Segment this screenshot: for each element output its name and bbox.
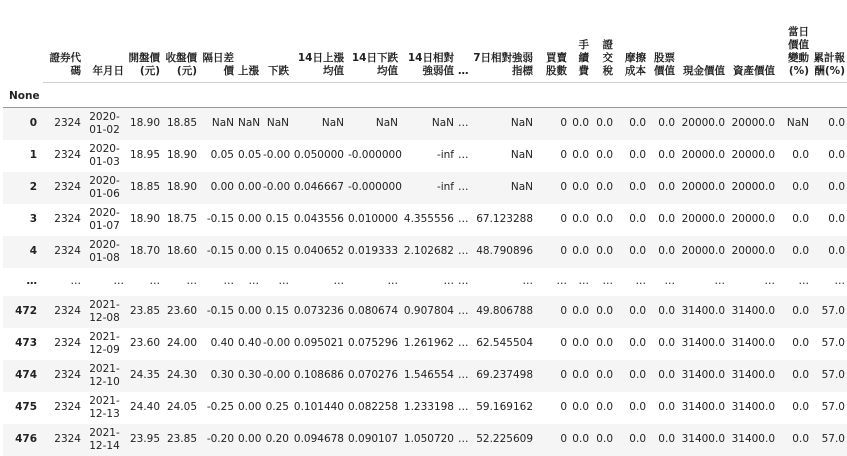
table-cell: 0.0: [572, 337, 589, 349]
table-cell: …: [458, 337, 469, 349]
table-cell: 20000.0: [681, 245, 725, 257]
table-cell: …: [578, 275, 589, 287]
table-cell: 0.0: [658, 337, 675, 349]
table-row: [3, 392, 847, 424]
table-cell: 0.0: [792, 305, 809, 317]
table-cell: 2324: [54, 117, 81, 130]
table-cell: 0.00: [238, 245, 262, 257]
column-header: 資產價值: [727, 0, 777, 83]
table-cell: 18.85: [129, 181, 160, 193]
table-cell: …: [149, 275, 160, 287]
row-index: 1: [29, 149, 37, 161]
table-cell: 0.0: [572, 305, 589, 317]
table-cell: 0.0: [792, 433, 809, 445]
column-header: 累計報酬(%): [811, 0, 847, 83]
table-cell: 0.00: [238, 181, 262, 193]
table-cell: 0: [560, 213, 567, 225]
table-cell: 0.0: [828, 117, 845, 130]
table-cell: 0.0: [828, 149, 845, 161]
table-cell: 0.0: [629, 117, 646, 130]
table-cell: …: [522, 275, 533, 287]
table-cell: 31400.0: [731, 337, 775, 349]
table-cell: 0.0: [629, 149, 646, 161]
table-cell: 69.237498: [476, 369, 533, 381]
table-cell: 0.0: [572, 369, 589, 381]
table-cell: 57.0: [821, 401, 845, 413]
table-cell: NaN: [786, 117, 809, 130]
table-cell: 0.0: [596, 305, 613, 317]
table-cell: 18.75: [166, 213, 197, 225]
table-cell: -0.00: [263, 149, 291, 161]
table-cell: …: [458, 401, 469, 413]
table-cell: 49.806788: [476, 305, 533, 317]
table-cell: 20000.0: [681, 213, 725, 225]
table-cell: 20000.0: [731, 181, 775, 193]
table-cell: 20000.0: [681, 117, 725, 130]
table-cell: 0.0: [596, 117, 613, 130]
table-cell: -0.15: [206, 245, 234, 257]
table-cell: …: [602, 275, 613, 287]
column-header: 摩擦成本: [615, 0, 648, 83]
table-cell: 31400.0: [731, 305, 775, 317]
table-cell: 18.90: [166, 181, 197, 193]
table-cell: 0.0: [658, 181, 675, 193]
table-cell: 2324: [54, 369, 81, 381]
table-cell: …: [458, 369, 469, 381]
table-cell: 31400.0: [681, 337, 725, 349]
table-cell: 0.00: [238, 305, 262, 317]
table-cell: NaN: [431, 117, 454, 130]
table-cell: 0.0: [596, 213, 613, 225]
table-cell: …: [635, 275, 646, 287]
table-cell: 23.60: [129, 337, 160, 349]
row-index: 4: [29, 245, 37, 257]
table-cell: 2020-01-07: [89, 206, 120, 232]
table-cell: 2021-12-13: [89, 394, 120, 420]
table-cell: 0.0: [572, 213, 589, 225]
table-cell: 0: [560, 305, 567, 317]
table-cell: …: [764, 275, 775, 287]
row-index: 474: [15, 369, 37, 381]
table-cell: 23.85: [166, 433, 197, 445]
table-cell: NaN: [238, 117, 261, 130]
table-cell: …: [458, 275, 469, 287]
column-header: 14日相對強弱值: [400, 0, 456, 83]
table-cell: 0.15: [265, 305, 289, 317]
table-cell: 0: [560, 337, 567, 349]
table-cell: 0.20: [265, 433, 289, 445]
table-cell: 2020-01-08: [89, 238, 120, 264]
table-cell: 0.907804: [403, 305, 454, 317]
table-cell: …: [834, 275, 845, 287]
table-cell: 0.080674: [348, 305, 399, 317]
index-name-row: [3, 83, 847, 108]
table-row: [3, 204, 847, 236]
table-cell: 0.0: [658, 369, 675, 381]
table-cell: 0.0: [596, 337, 613, 349]
table-cell: 20000.0: [681, 181, 725, 193]
table-cell: 18.85: [166, 117, 197, 130]
table-row: [3, 108, 847, 140]
table-cell: 0.0: [792, 369, 809, 381]
header-row: [3, 0, 847, 83]
table-cell: …: [714, 275, 725, 287]
table-cell: …: [387, 275, 398, 287]
table-cell: …: [186, 275, 197, 287]
table-cell: -0.15: [206, 305, 234, 317]
column-header: 手續費: [569, 0, 591, 83]
table-cell: 0.010000: [348, 213, 399, 225]
table-cell: 18.95: [129, 149, 160, 161]
table-cell: 0.00: [238, 213, 262, 225]
table-cell: NaN: [211, 117, 234, 130]
table-cell: 0.040652: [293, 245, 344, 257]
table-cell: 2020-01-06: [89, 174, 120, 200]
table-cell: 2324: [54, 149, 81, 161]
table-cell: 0.40: [210, 337, 234, 349]
table-cell: 0: [560, 181, 567, 193]
table-cell: 23.60: [166, 305, 197, 317]
table-cell: …: [113, 275, 124, 287]
table-cell: …: [458, 305, 469, 317]
table-cell: 0.019333: [348, 245, 399, 257]
table-cell: 0: [560, 245, 567, 257]
table-cell: 0.0: [658, 213, 675, 225]
table-cell: NaN: [266, 117, 289, 130]
table-cell: 0.0: [792, 181, 809, 193]
table-cell: …: [278, 275, 289, 287]
index-header-blank: [3, 0, 43, 83]
column-header: 現金價值: [677, 0, 727, 83]
table-cell: 0.0: [658, 305, 675, 317]
table-cell: 0.0: [629, 401, 646, 413]
table-cell: 0.0: [658, 117, 675, 130]
column-header: 隔日差價: [199, 0, 236, 83]
table-cell: 20000.0: [731, 149, 775, 161]
table-cell: 0.0: [658, 245, 675, 257]
table-cell: -0.00: [263, 337, 291, 349]
table-cell: 4.355556: [403, 213, 454, 225]
table-body: [3, 108, 847, 456]
table-cell: 1.546554: [403, 369, 454, 381]
table-cell: …: [458, 433, 469, 445]
table-cell: …: [458, 213, 469, 225]
table-cell: 62.545504: [476, 337, 533, 349]
column-header: 年月日: [83, 0, 126, 83]
dataframe-table: [3, 0, 847, 456]
table-cell: 0.0: [828, 245, 845, 257]
table-cell: 0.0: [596, 245, 613, 257]
table-cell: 2324: [54, 337, 81, 349]
row-index: 0: [29, 117, 37, 130]
table-cell: -0.25: [206, 401, 234, 413]
table-cell: 67.123288: [476, 213, 533, 225]
table-cell: 0.0: [629, 245, 646, 257]
table-cell: 57.0: [821, 433, 845, 445]
table-row: [3, 360, 847, 392]
table-cell: -0.00: [263, 369, 291, 381]
table-cell: 0: [560, 149, 567, 161]
table-cell: 2324: [54, 433, 81, 445]
table-cell: -0.000000: [348, 149, 402, 161]
table-cell: 24.30: [166, 369, 197, 381]
table-cell: 0.0: [596, 149, 613, 161]
column-header: 股票價值: [648, 0, 677, 83]
table-cell: …: [664, 275, 675, 287]
table-cell: NaN: [375, 117, 398, 130]
table-cell: 18.90: [129, 117, 160, 130]
column-header: 證券代碼: [43, 0, 83, 83]
table-cell: -0.00: [263, 181, 291, 193]
table-cell: 57.0: [821, 369, 845, 381]
table-cell: 2021-12-14: [89, 426, 120, 452]
table-cell: 31400.0: [681, 433, 725, 445]
table-cell: 2020-01-03: [89, 142, 120, 168]
table-cell: 0.30: [210, 369, 234, 381]
table-row: [3, 140, 847, 172]
column-header: 收盤價(元): [162, 0, 199, 83]
column-header: 證交稅: [591, 0, 615, 83]
table-cell: 0: [560, 369, 567, 381]
column-header: 開盤價(元): [126, 0, 162, 83]
table-cell: 0.0: [596, 401, 613, 413]
column-header: 7日相對強弱指標: [470, 0, 535, 83]
row-index: 476: [15, 433, 37, 445]
table-cell: …: [70, 275, 81, 287]
table-cell: 0.043556: [293, 213, 344, 225]
table-cell: 23.95: [129, 433, 160, 445]
table-cell: 20000.0: [681, 149, 725, 161]
column-header: …: [456, 0, 470, 83]
table-cell: 0.0: [596, 433, 613, 445]
table-cell: 0: [560, 117, 567, 130]
table-cell: 2021-12-08: [89, 298, 120, 324]
table-cell: 24.05: [166, 401, 197, 413]
table-cell: 1.261962: [403, 337, 454, 349]
table-cell: 0.0: [629, 369, 646, 381]
table-cell: 23.85: [129, 305, 160, 317]
index-name: None: [3, 83, 43, 108]
table-cell: 0.050000: [293, 149, 344, 161]
table-cell: 2324: [54, 305, 81, 317]
table-cell: 2.102682: [403, 245, 454, 257]
table-cell: 0.073236: [293, 305, 344, 317]
index-name-filler: [43, 83, 847, 108]
table-cell: 0.0: [629, 337, 646, 349]
table-cell: 0.0: [792, 337, 809, 349]
table-cell: 0.00: [210, 181, 234, 193]
table-cell: 0: [560, 401, 567, 413]
table-cell: 20000.0: [731, 245, 775, 257]
column-header: 上漲: [236, 0, 261, 83]
table-row: [3, 424, 847, 456]
table-cell: …: [556, 275, 567, 287]
column-header: 14日上漲均值: [291, 0, 346, 83]
table-cell: 2020-01-02: [89, 110, 120, 136]
row-index: 3: [29, 213, 37, 225]
table-cell: …: [798, 275, 809, 287]
table-cell: 2021-12-10: [89, 362, 120, 388]
table-cell: 0.094678: [293, 433, 344, 445]
row-index: 472: [15, 305, 37, 317]
table-cell: 0.0: [629, 433, 646, 445]
table-cell: 24.35: [129, 369, 160, 381]
table-cell: 0.00: [238, 433, 262, 445]
table-cell: …: [333, 275, 344, 287]
table-cell: -inf: [436, 149, 454, 161]
table-cell: 0.0: [828, 213, 845, 225]
table-cell: 24.40: [129, 401, 160, 413]
table-cell: 59.169162: [476, 401, 533, 413]
table-cell: -0.000000: [348, 181, 402, 193]
table-cell: 0.05: [210, 149, 234, 161]
row-index: …: [26, 275, 37, 287]
table-cell: …: [458, 245, 469, 257]
table-cell: 0.108686: [293, 369, 344, 381]
table-cell: 31400.0: [681, 401, 725, 413]
table-cell: 0.40: [238, 337, 262, 349]
table-cell: 48.790896: [476, 245, 533, 257]
table-cell: 2324: [54, 401, 81, 413]
table-cell: 0.25: [265, 401, 289, 413]
table-cell: 18.70: [129, 245, 160, 257]
table-cell: 0.0: [658, 401, 675, 413]
table-cell: 0.0: [572, 433, 589, 445]
table-cell: …: [458, 117, 469, 130]
table-cell: 0.0: [572, 181, 589, 193]
table-row: [3, 236, 847, 268]
table-cell: 0.070276: [348, 369, 399, 381]
table-cell: 0.046667: [293, 181, 344, 193]
row-index: 473: [15, 337, 37, 349]
column-header: 買賣股數: [535, 0, 569, 83]
table-row: [3, 268, 847, 296]
table-cell: 20000.0: [731, 117, 775, 130]
table-cell: 0.0: [596, 369, 613, 381]
table-cell: …: [248, 275, 259, 287]
table-cell: 0.05: [238, 149, 262, 161]
table-cell: 18.90: [129, 213, 160, 225]
table-cell: -0.15: [206, 213, 234, 225]
table-cell: 31400.0: [731, 369, 775, 381]
table-cell: 0.0: [572, 117, 589, 130]
table-cell: 31400.0: [731, 433, 775, 445]
table-cell: 0.075296: [348, 337, 399, 349]
table-cell: 0.0: [658, 149, 675, 161]
table-cell: 0.0: [629, 305, 646, 317]
table-cell: 0.082258: [348, 401, 399, 413]
table-cell: 0.0: [828, 181, 845, 193]
table-cell: 0.0: [792, 245, 809, 257]
table-cell: 0.0: [596, 181, 613, 193]
row-index: 475: [15, 401, 37, 413]
table-cell: 0.0: [572, 149, 589, 161]
table-cell: 0.0: [792, 149, 809, 161]
table-cell: 18.60: [166, 245, 197, 257]
table-cell: 57.0: [821, 337, 845, 349]
table-cell: 0.0: [792, 401, 809, 413]
table-cell: …: [443, 275, 454, 287]
table-cell: 0.0: [792, 213, 809, 225]
table-cell: 2324: [54, 245, 81, 257]
table-cell: 0.095021: [293, 337, 344, 349]
table-cell: 2324: [54, 213, 81, 225]
table-cell: 0.0: [572, 401, 589, 413]
table-cell: 0.15: [265, 213, 289, 225]
table-cell: 1.233198: [403, 401, 454, 413]
column-header: 當日價值變動(%): [777, 0, 811, 83]
table-cell: …: [458, 181, 469, 193]
table-cell: 2021-12-09: [89, 330, 120, 356]
table-cell: 1.050720: [403, 433, 454, 445]
table-row: [3, 328, 847, 360]
table-cell: NaN: [510, 149, 533, 161]
table-cell: NaN: [510, 181, 533, 193]
table-cell: 31400.0: [731, 401, 775, 413]
table-cell: 24.00: [166, 337, 197, 349]
table-cell: 0.101440: [293, 401, 344, 413]
table-cell: 20000.0: [731, 213, 775, 225]
table-cell: 18.90: [166, 149, 197, 161]
table-cell: NaN: [510, 117, 533, 130]
table-cell: 0: [560, 433, 567, 445]
table-cell: 0.00: [238, 401, 262, 413]
column-header: 下跌: [261, 0, 291, 83]
table-cell: -inf: [436, 181, 454, 193]
table-cell: 0.0: [629, 181, 646, 193]
table-cell: 0.0: [629, 213, 646, 225]
table-cell: 0.0: [658, 433, 675, 445]
table-cell: 0.0: [572, 245, 589, 257]
table-cell: 0.30: [238, 369, 262, 381]
table-cell: 52.225609: [476, 433, 533, 445]
row-index: 2: [29, 181, 37, 193]
table-cell: …: [223, 275, 234, 287]
table-cell: 0.090107: [348, 433, 399, 445]
table-cell: NaN: [321, 117, 344, 130]
column-header: 14日下跌均值: [346, 0, 400, 83]
table-cell: 57.0: [821, 305, 845, 317]
table-row: [3, 296, 847, 328]
table-cell: …: [458, 149, 469, 161]
table-row: [3, 172, 847, 204]
table-cell: -0.20: [206, 433, 234, 445]
table-cell: 0.15: [265, 245, 289, 257]
table-cell: 31400.0: [681, 369, 725, 381]
table-cell: 31400.0: [681, 305, 725, 317]
table-cell: 2324: [54, 181, 81, 193]
